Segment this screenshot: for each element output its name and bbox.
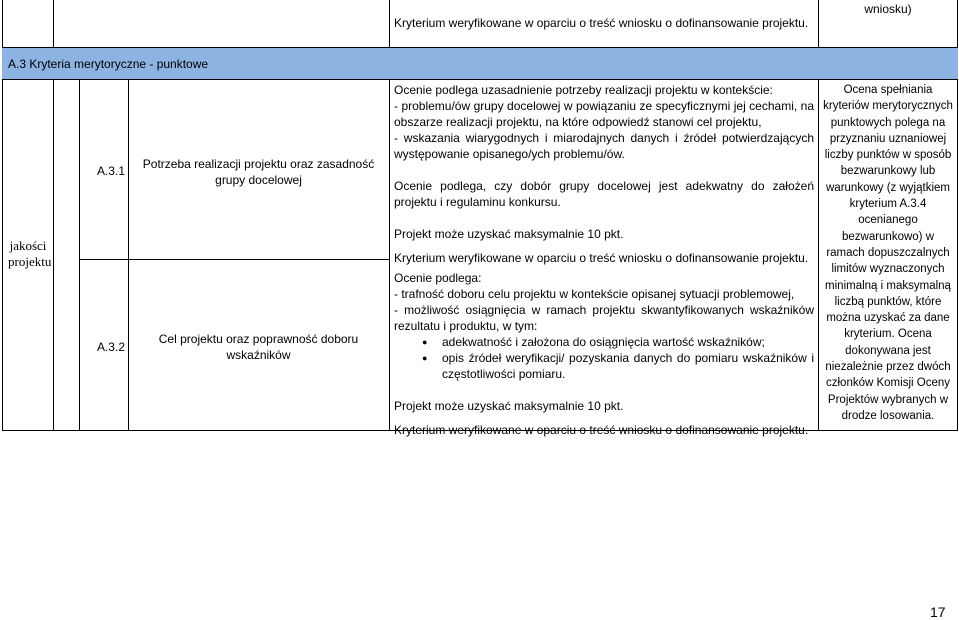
group-label: jakości projektu [8,238,52,269]
criterion-name-a32: Cel projektu oraz poprawność doboru wskaźników [158,332,359,362]
section-header [2,47,958,79]
a31-max-points: Projekt może uzyskać maksymalnie 10 pkt. [394,227,624,241]
a32-max-points: Projekt może uzyskać maksymalnie 10 pkt. [394,399,624,413]
top-right-text: wniosku) [864,2,912,16]
a31-point-1: - problemu/ów grupy docelowej w powiązaniu ze specyficznymi jej cechami, na obszarze realizacji projektu, na które odpowiedź stanowi cel projektu, [394,99,814,129]
evaluation-note: Ocena spełniania kryteriów merytorycznych punktowych polega na przyznaniu uznaniowej liczby punktów w sposób bezwarunkowy lub warunkowy (z wyjątkiem kryterium A.3.4 ocenianego bezwarunkowo) w ramach dopuszczalnych limitów wyznaczonych minimalną i maksymalną liczbą punktów, które można uzyskać za dane kryterium. Ocena dokonywana jest niezależnie przez dwóch członków Komisji Oceny Projektów wybranych w drodze losowania. [823,84,953,422]
a32-bullet-1: ● adekwatność i założona do osiągnięcia wartość wskaźników; [394,334,814,350]
a31-intro: Ocenie podlega uzasadnienie potrzeby realizacji projektu w kontekście: [394,83,773,97]
a31-verification: Kryterium weryfikowane w oparciu o treść wniosku o dofinansowanie projektu. [394,251,809,265]
a32-point-1: - trafność doboru celu projektu w kontekście opisanej sytuacji problemowej, [394,287,795,301]
a31-point-2: - wskazania wiarygodnych i miarodajnych danych i źródeł potwierdzających występowanie opisanego/ych problemu/ów. [394,131,814,161]
a31-extra: Ocenie podlega, czy dobór grupy docelowej jest adekwatny do założeń projektu i regulaminu konkursu. [394,179,814,209]
page-number: 17 [930,604,946,620]
a32-intro: Ocenie podlega: [394,271,482,285]
criterion-code-a32: A.3.2 [96,340,125,354]
criterion-description [394,82,814,438]
section-title: A.3 Kryteria merytoryczne - punktowe [8,57,209,71]
a32-point-2: - możliwość osiągnięcia w ramach projektu skwantyfikowanych wskaźników rezultatu i produktu, w tym: [394,303,814,333]
criterion-code-a31: A.3.1 [96,164,125,178]
a32-verification: Kryterium weryfikowane w oparciu o treść wniosku o dofinansowanie projektu. [394,423,809,437]
a32-bullet-list [394,334,814,382]
criterion-name-a31: Potrzeba realizacji projektu oraz zasadność grupy docelowej [142,157,375,187]
top-verification-text: Kryterium weryfikowane w oparciu o treść wniosku o dofinansowanie projektu. [394,16,809,30]
a32-bullet-2: ● opis źródeł weryfikacji/ pozyskania danych do pomiaru wskaźników i częstotliwości pomiaru. [394,350,814,382]
